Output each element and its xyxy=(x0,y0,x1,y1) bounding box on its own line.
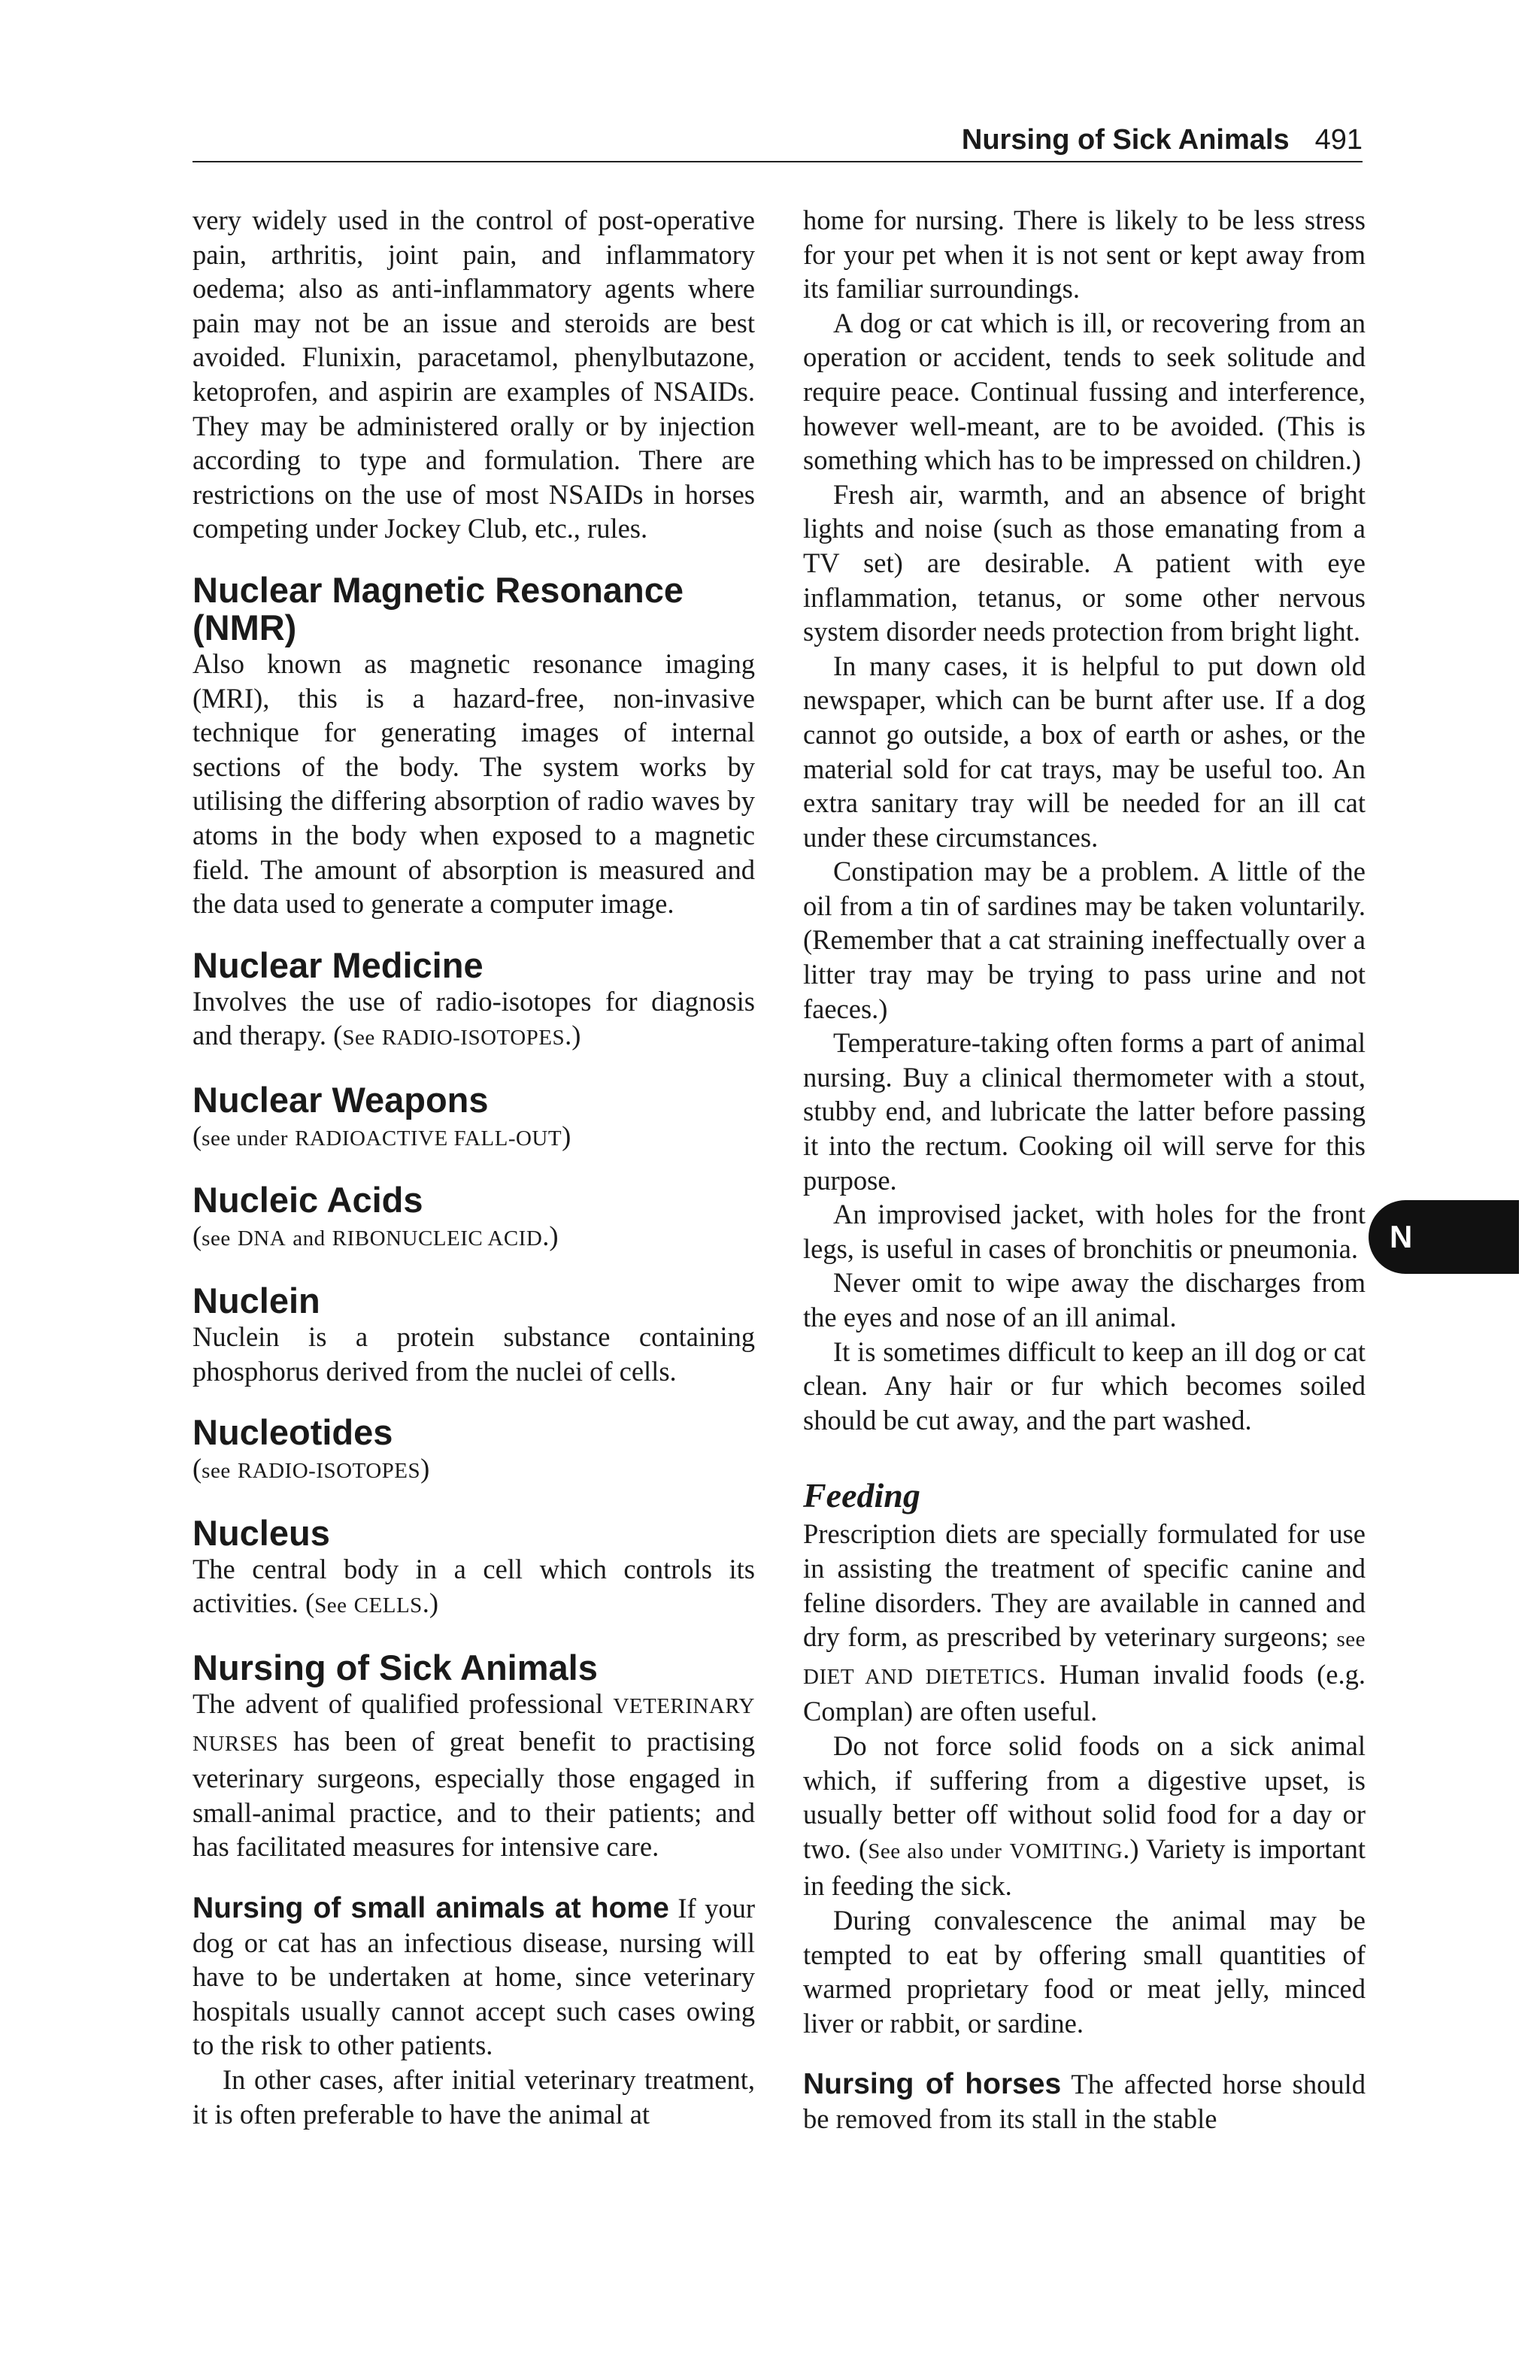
cross-reference-link[interactable]: VETERINARY NURSES xyxy=(192,1694,756,1756)
paragraph-constipation: Constipation may be a problem. A little of the oil from a tin of sardines may be taken voluntarily. (Remember that a cat straining ineffectually over a litter tray may be trying to pass urine and not faeces.) xyxy=(803,856,1366,1024)
text-run: ( xyxy=(192,1220,202,1252)
paragraph-convalescence: During convalescence the animal may be tempted to eat by offering small quantities of warmed proprietary food or meat jelly, minced liver or rabbit, or sardine. xyxy=(803,1904,1366,2039)
cross-reference-link[interactable]: DIET AND DIETETICS xyxy=(803,1664,1039,1689)
cross-reference-link[interactable]: RADIOACTIVE FALL-OUT xyxy=(295,1126,562,1151)
text-run: If your dog or cat has an infectious disease, nursing will have to be undertaken at home, since veterinary hospitals usually cannot accept such cases owing to the risk to other patients. xyxy=(192,1893,756,2061)
entry-text-nuclear-medicine xyxy=(192,984,755,1056)
text-run: ( xyxy=(192,1120,202,1151)
text-run: ( xyxy=(192,1453,202,1484)
text-run: .) Variety is important in feeding the sick. xyxy=(803,1833,1366,1902)
entry-heading-nuclear-weapons: Nuclear Weapons xyxy=(192,1079,489,1120)
paragraph-discharges: Never omit to wipe away the discharges from the eyes and nose of an ill animal. xyxy=(803,1267,1366,1332)
text-run: The advent of qualified professional xyxy=(192,1688,603,1720)
entry-heading-nucleotides: Nucleotides xyxy=(192,1412,393,1453)
cross-reference-link[interactable]: DNA xyxy=(237,1226,286,1251)
and-label: and xyxy=(293,1226,326,1251)
runin-heading-horses: Nursing of horses xyxy=(803,2068,1062,2101)
see-label: see xyxy=(202,1226,231,1251)
entry-heading-nucleus: Nucleus xyxy=(192,1512,330,1553)
paragraph-keep-clean: It is sometimes difficult to keep an ill dog or cat clean. Any hair or fur which becomes soiled should be cut away, and the part washed. xyxy=(803,1336,1366,1436)
paragraph-newspaper: In many cases, it is helpful to put down old newspaper, which can be burnt after use. If a dog cannot go outside, a box of earth or ashes, or the material sold for cat trays, may be useful too. An extra sanitary tray will be needed for an ill cat under these circumstances. xyxy=(803,650,1366,853)
paragraph-nursing-of-horses xyxy=(803,2067,1366,2136)
page-number: 491 xyxy=(1314,124,1363,156)
text-run: . Human invalid foods (e.g. Complan) are often useful. xyxy=(803,1658,1366,1727)
text-run: .) xyxy=(565,1020,581,1051)
nsaid-continuation-paragraph: very widely used in the control of post-operative pain, arthritis, joint pain, and inflammatory oedema; also as anti-inflammatory agents where pain may not be an issue and steroids are best avoided. Flunixin, paracetamol, phenylbutazone, ketoprofen, and aspirin are examples of NSAIDs. They may be administered orally or by injection according to type and formulation. There are restrictions on the use of most NSAIDs in horses competing under Jockey Club, etc., rules. xyxy=(192,205,755,544)
text-run: .) xyxy=(542,1220,559,1252)
paragraph-prescription-diets xyxy=(803,1517,1366,1729)
paragraph-jacket: An improvised jacket, with holes for the front legs, is useful in cases of bronchitis or pneumonia. xyxy=(803,1199,1366,1264)
text-run: Prescription diets are specially formulated for use in assisting the treatment of specific canine and feline disorders. They are available in canned and dry form, as prescribed by veterinary surgeons; xyxy=(803,1518,1366,1653)
paragraph-small-animals-at-home xyxy=(192,1891,755,2063)
paragraph-solid-foods xyxy=(803,1729,1366,1903)
text-run: The central body in a cell which controls its activities. ( xyxy=(192,1553,755,1619)
entry-heading-nuclear-medicine: Nuclear Medicine xyxy=(192,944,484,985)
entry-text-nuclear-weapons xyxy=(192,1119,755,1157)
right-column xyxy=(803,203,1366,2136)
entry-text-nursing-of-sick-animals xyxy=(192,1687,755,1864)
text-run: The affected horse should be removed from its stall in the stable xyxy=(803,2069,1366,2134)
entry-text-nucleus xyxy=(192,1552,755,1624)
paragraph-home-nursing: home for nursing. There is likely to be less stress for your pet when it is not sent or kept away from its familiar surroundings. xyxy=(803,205,1366,305)
subheading-feeding: Feeding xyxy=(803,1476,920,1515)
entry-heading-nucleic-acids: Nucleic Acids xyxy=(192,1180,423,1220)
see-label: see xyxy=(1336,1627,1366,1652)
see-label: see xyxy=(202,1459,231,1484)
entry-heading-nmr: Nuclear Magnetic Resonance (NMR) xyxy=(192,569,684,647)
see-label: See xyxy=(342,1026,375,1051)
section-thumb-tab: N xyxy=(1369,1200,1519,1274)
text-run: ) xyxy=(420,1453,430,1484)
cross-reference-link[interactable]: RIBONUCLEIC ACID xyxy=(332,1226,543,1251)
see-label: See also under xyxy=(868,1839,1002,1863)
cross-reference-link[interactable]: RADIO-ISOTOPES xyxy=(381,1026,565,1051)
entry-text-nucleotides xyxy=(192,1451,755,1489)
text-run: Do not force solid foods on a sick animal which, if suffering from a digestive upset, is usually better off without solid food for a day or two. ( xyxy=(803,1730,1366,1864)
runin-heading-small-animals: Nursing of small animals at home xyxy=(192,1892,669,1924)
text-run: Involves the use of radio-isotopes for diagnosis and therapy. ( xyxy=(192,985,755,1051)
entry-heading-nuclein: Nuclein xyxy=(192,1281,320,1321)
cross-reference-link[interactable]: CELLS xyxy=(353,1593,423,1618)
entry-text-nmr: Also known as magnetic resonance imaging (MRI), this is a hazard-free, non-invasive technique for generating images of internal sections of the body. The system works by utilising the differing absorption of radio waves by atoms in the body when exposed to a magnetic field. The amount of absorption is measured and the data used to generate a computer image. xyxy=(192,647,755,920)
paragraph-other-cases: In other cases, after initial veterinary treatment, it is often preferable to have the animal at xyxy=(192,2063,755,2130)
paragraph-fresh-air: Fresh air, warmth, and an absence of bright lights and noise (such as those emanating from a TV set) are desirable. A patient with eye inflammation, tetanus, or some other nervous system disorder needs protection from bright light. xyxy=(803,478,1366,647)
text-run: ) xyxy=(562,1120,571,1151)
running-head xyxy=(192,120,1363,162)
paragraph-solitude: A dog or cat which is ill, or recovering from an operation or accident, tends to seek solitude and require peace. Continual fussing and interference, however well-meant, are to be avoided. (This is something which has to be impressed on children.) xyxy=(803,307,1366,476)
cross-reference-link[interactable]: RADIO-ISOTOPES xyxy=(237,1459,421,1484)
paragraph-temperature: Temperature-taking often forms a part of animal nursing. Buy a clinical thermometer with a stout, stubby end, and lubricate the latter before passing it into the rectum. Cooking oil will serve for this purpose. xyxy=(803,1027,1366,1196)
left-column xyxy=(192,203,755,2131)
running-head-title: Nursing of Sick Animals xyxy=(961,124,1290,156)
entry-text-nucleic-acids xyxy=(192,1219,755,1257)
text-run: .) xyxy=(422,1587,439,1619)
entry-text-nuclein: Nuclein is a protein substance containing phosphorus derived from the nuclei of cells. xyxy=(192,1321,755,1387)
cross-reference-link[interactable]: VOMITING xyxy=(1009,1839,1123,1863)
see-label: See xyxy=(314,1593,347,1618)
text-run: has been of great benefit to practising veterinary surgeons, especially those engaged in small-animal practice, and to their patients; and has facilitated measures for intensive care. xyxy=(192,1725,755,1863)
see-label: see under xyxy=(202,1126,288,1151)
entry-heading-nursing-of-sick-animals: Nursing of Sick Animals xyxy=(192,1648,598,1688)
